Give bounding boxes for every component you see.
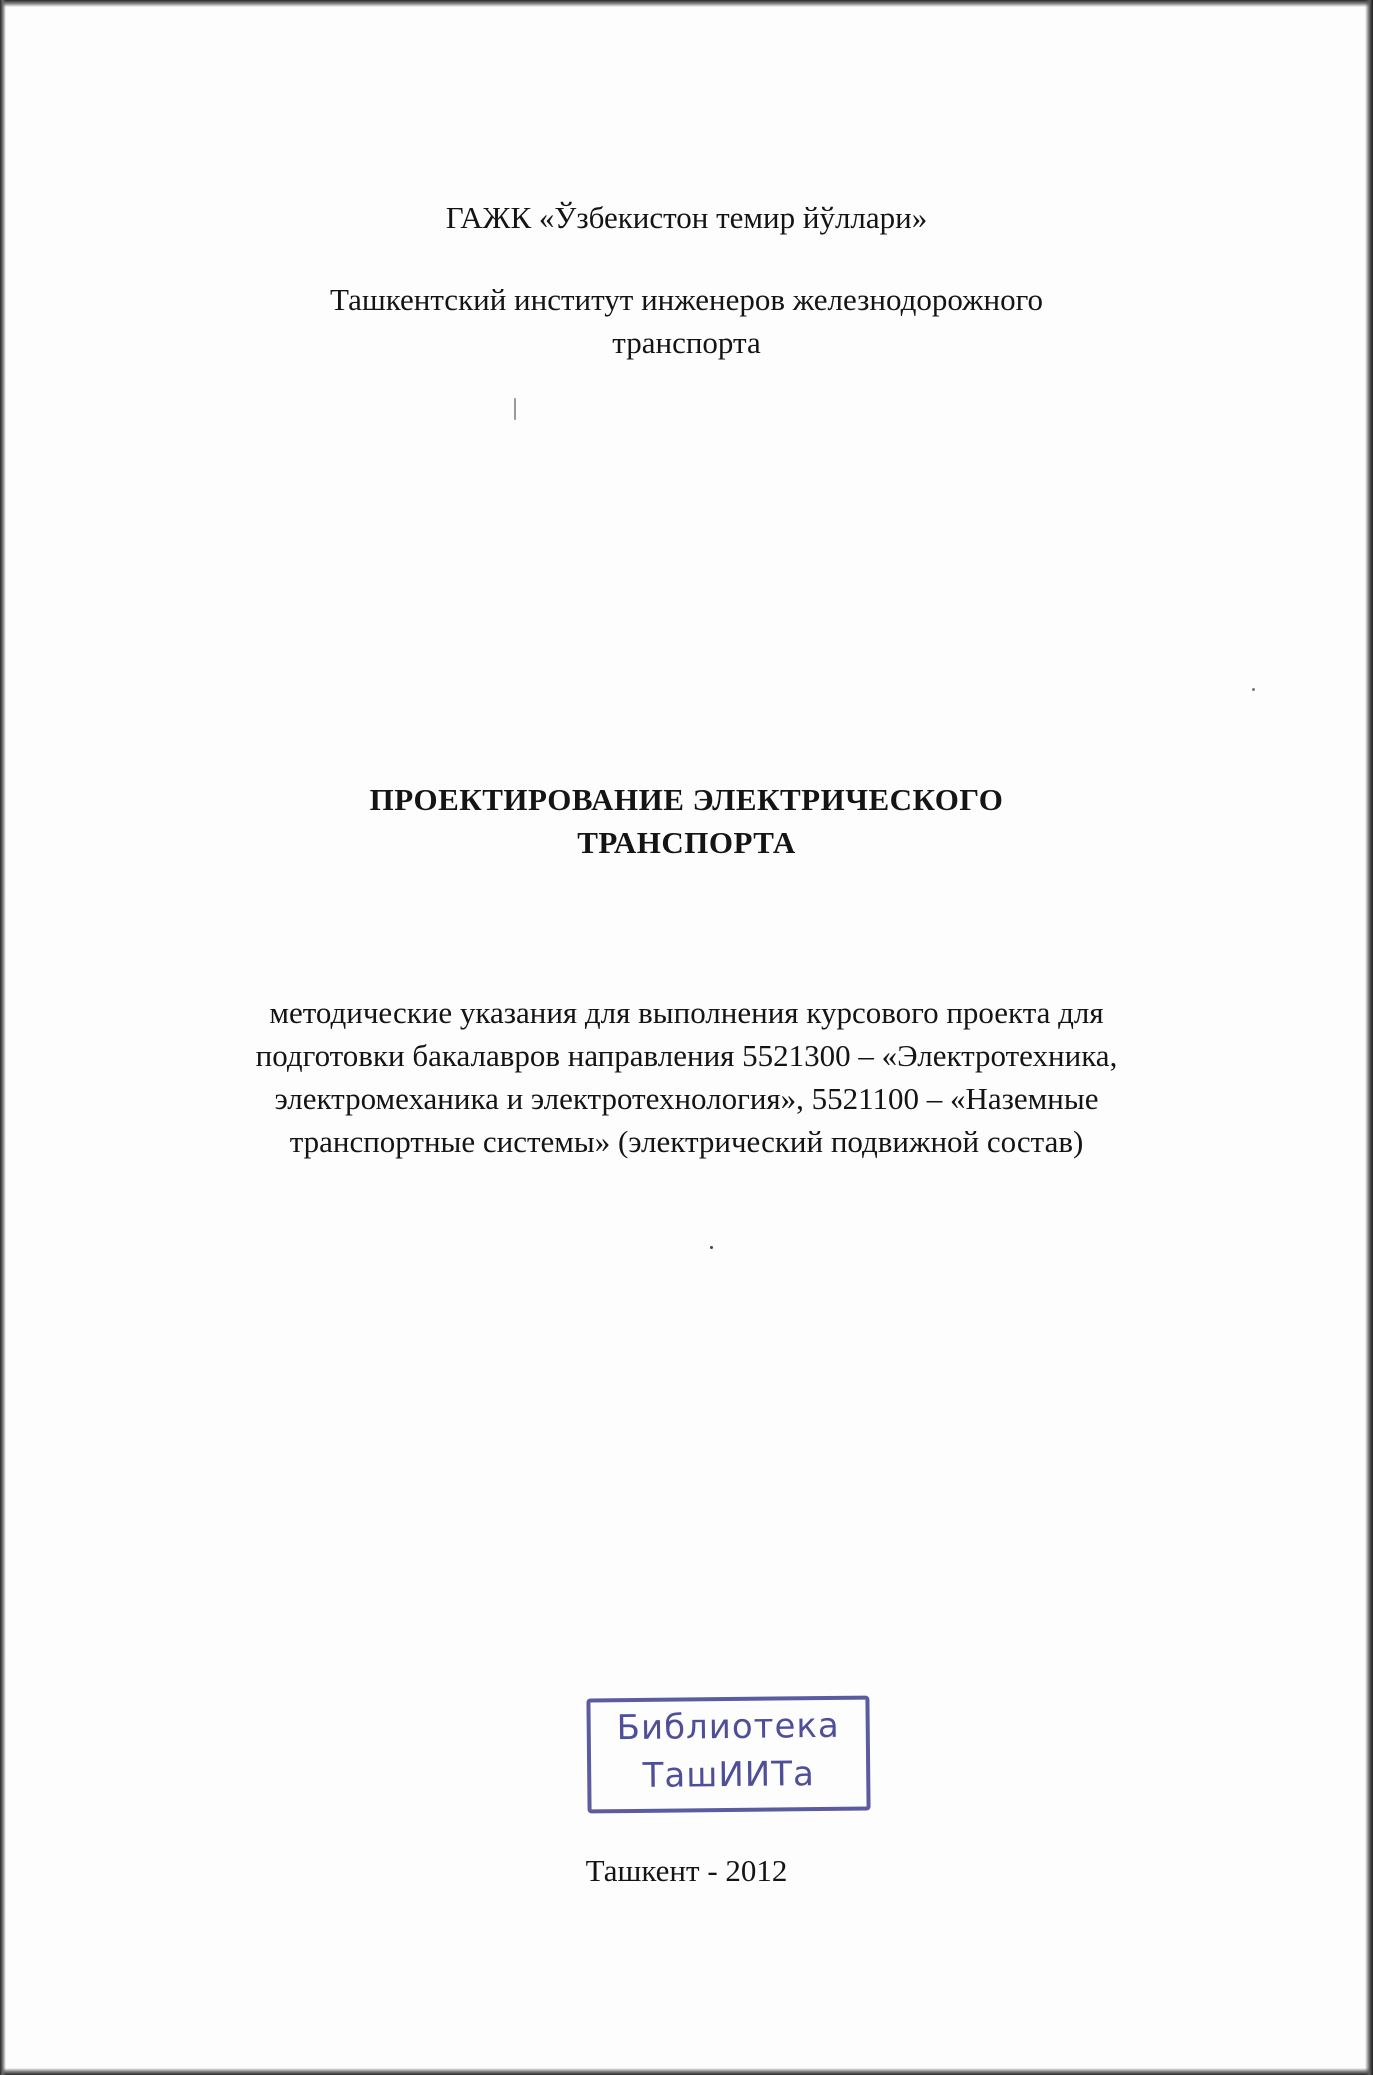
city-year: Ташкент - 2012 <box>585 1853 788 1888</box>
organization-name: ГАЖК «Ўзбекистон темир йўллари» <box>445 200 928 235</box>
description-line2: подготовки бакалавров направления 5521300 – «Электротехника, <box>255 1038 1118 1073</box>
document-title-line1: ПРОЕКТИРОВАНИЕ ЭЛЕКТРИЧЕСКОГО <box>369 782 1004 817</box>
stamp-line2: ТашИИТа <box>642 1754 816 1796</box>
institute-name-line1: Ташкентский институт инженеров железнодорожного <box>329 282 1044 317</box>
description-line1: методические указания для выполнения курсового проекта для <box>269 995 1104 1030</box>
institute-name-line2: транспорта <box>612 325 761 360</box>
scan-edge-bottom <box>0 2068 1373 2075</box>
library-stamp <box>586 1696 870 1814</box>
stamp-line1: Библиотека <box>616 1705 840 1749</box>
scan-edge-top <box>0 0 1373 7</box>
scan-dust <box>1252 688 1255 691</box>
description-line4: транспортные системы» (электрический подвижной состав) <box>289 1124 1084 1159</box>
description-line3: электромеханика и электротехнология», 5521100 – «Наземные <box>274 1081 1099 1116</box>
document-title-line2: ТРАНСПОРТА <box>577 825 796 860</box>
scan-mark <box>514 398 516 420</box>
scan-dust <box>710 1246 713 1249</box>
